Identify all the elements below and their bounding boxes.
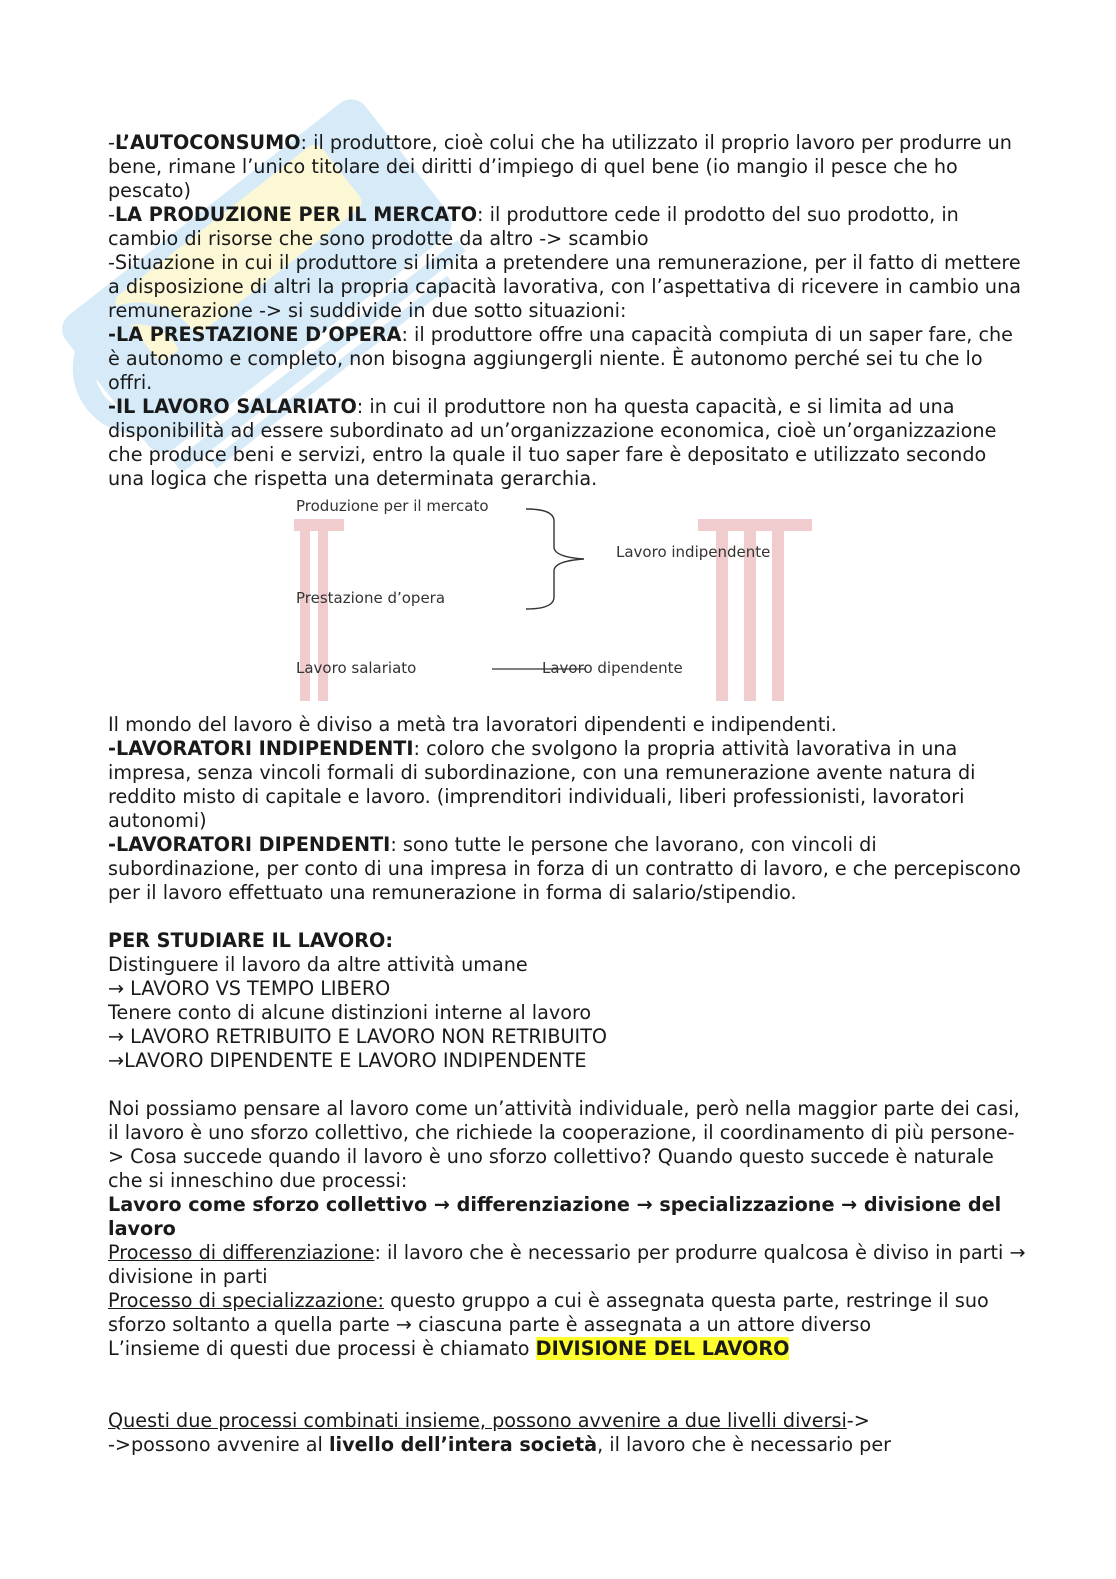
prestazione-term: -LA PRESTAZIONE D’OPERA bbox=[108, 323, 402, 346]
document-body bbox=[108, 131, 1028, 1457]
diagram-prestazione-label: Prestazione d’opera bbox=[296, 589, 446, 607]
diagram-produzione-label: Produzione per il mercato bbox=[296, 497, 489, 515]
situazione-paragraph: -Situazione in cui il produttore si limita a pretendere una remunerazione, per il fatto di mettere a disposizione di altri la propria capacità lavorativa, con l’aspettativa di ricevere in cambio una remunerazione -> si suddivide in due sotto situazioni: bbox=[108, 251, 1022, 322]
specializzazione-label: Processo di specializzazione: bbox=[108, 1289, 384, 1312]
insieme-paragraph: L’insieme di questi due processi è chiamato DIVISIONE DEL LAVORO bbox=[108, 1337, 790, 1360]
salariato-paragraph: -IL LAVORO SALARIATO: in cui il produttore non ha questa capacità, e si limita ad una disponibilità ad essere subordinato ad un’organizzazione economica, cioè un’organizzazione che produce beni e servizi, entro la quale il tuo saper fare è depositato e utilizzato secondo una logica che rispetta una determinata gerarchia. bbox=[108, 395, 997, 490]
autoconsumo-term: L’AUTOCONSUMO bbox=[114, 131, 301, 154]
studiare-line-3: Tenere conto di alcune distinzioni interne al lavoro bbox=[108, 1001, 592, 1024]
dipendenti-paragraph: -LAVORATORI DIPENDENTI: sono tutte le persone che lavorano, con vincoli di subordinazione, per conto di una impresa in forza di un contratto di lavoro, e che percepiscono per il lavoro effettuato una remunerazione in forma di salario/stipendio. bbox=[108, 833, 1021, 904]
collettivo-chain: Lavoro come sforzo collettivo → differenziazione → specializzazione → divisione del lavoro bbox=[108, 1193, 1002, 1240]
prestazione-paragraph: -LA PRESTAZIONE D’OPERA: il produttore offre una capacità compiuta di un saper fare, che è autonomo e completo, non bisogna aggiungergli niente. È autonomo perché sei tu che lo offri. bbox=[108, 323, 1013, 394]
specializzazione-paragraph: Processo di specializzazione: questo gruppo a cui è assegnata questa parte, restringe il suo sforzo soltanto a quella parte → ciascuna parte è assegnata a un attore diverso bbox=[108, 1289, 989, 1336]
diagram-indipendente-label: Lavoro indipendente bbox=[616, 543, 771, 561]
studiare-line-1: Distinguere il lavoro da altre attività umane bbox=[108, 953, 528, 976]
differenziazione-label: Processo di differenziazione bbox=[108, 1241, 375, 1264]
diagram-salariato-label: Lavoro salariato bbox=[296, 659, 417, 677]
divisione-highlight: DIVISIONE DEL LAVORO bbox=[535, 1337, 790, 1360]
curly-brace bbox=[526, 509, 584, 609]
indipendenti-term: -LAVORATORI INDIPENDENTI bbox=[108, 737, 414, 760]
livelli-label: Questi due processi combinati insieme, possono avvenire a due livelli diversi bbox=[108, 1409, 847, 1432]
collettivo-paragraph: Noi possiamo pensare al lavoro come un’attività individuale, però nella maggior parte dei casi, il lavoro è uno sforzo collettivo, che richiede la cooperazione, il coordinamento di più persone-> Cosa succede quando il lavoro è uno sforzo collettivo? Quando questo succede è naturale che si inneschino due processi: bbox=[108, 1097, 1020, 1192]
produzione-paragraph: -LA PRODUZIONE PER IL MERCATO: il produttore cede il prodotto del suo prodotto, in cambio di risorse che sono prodotte da altro -> scambio bbox=[108, 203, 959, 250]
differenziazione-paragraph: Processo di differenziazione: il lavoro che è necessario per produrre qualcosa è diviso in parti → divisione in parti bbox=[108, 1241, 1026, 1288]
indipendenti-paragraph: -LAVORATORI INDIPENDENTI: coloro che svolgono la propria attività lavorativa in una impresa, senza vincoli formali di subordinazione, con una remunerazione avente natura di reddito misto di capitale e lavoro. (imprenditori individuali, liberi professionisti, lavoratori autonomi) bbox=[108, 737, 976, 832]
livelli-line-2: ->possono avvenire al livello dell’intera società, il lavoro che è necessario per bbox=[108, 1433, 892, 1456]
studiare-line-2: → LAVORO VS TEMPO LIBERO bbox=[108, 977, 391, 1000]
dipendenti-term: -LAVORATORI DIPENDENTI bbox=[108, 833, 391, 856]
livello-societa: livello dell’intera società bbox=[328, 1433, 598, 1456]
work-classification-diagram bbox=[294, 497, 818, 705]
studiare-line-5: →LAVORO DIPENDENTE E LAVORO INDIPENDENTE bbox=[108, 1049, 587, 1072]
diagram-dipendente-label: Lavoro dipendente bbox=[542, 659, 683, 677]
livelli-line-1: Questi due processi combinati insieme, possono avvenire a due livelli diversi-> bbox=[108, 1409, 870, 1432]
salariato-term: -IL LAVORO SALARIATO bbox=[108, 395, 357, 418]
studiare-line-4: → LAVORO RETRIBUITO E LAVORO NON RETRIBUITO bbox=[108, 1025, 608, 1048]
studiare-heading: PER STUDIARE IL LAVORO: bbox=[108, 929, 393, 952]
produzione-term: LA PRODUZIONE PER IL MERCATO bbox=[114, 203, 478, 226]
mondo-intro: Il mondo del lavoro è diviso a metà tra lavoratori dipendenti e indipendenti. bbox=[108, 713, 837, 736]
autoconsumo-paragraph: -L’AUTOCONSUMO: il produttore, cioè colui che ha utilizzato il proprio lavoro per produrre un bene, rimane l’unico titolare dei diritti d’impiego di quel bene (io mangio il pesce che ho pescato) bbox=[108, 131, 1012, 202]
